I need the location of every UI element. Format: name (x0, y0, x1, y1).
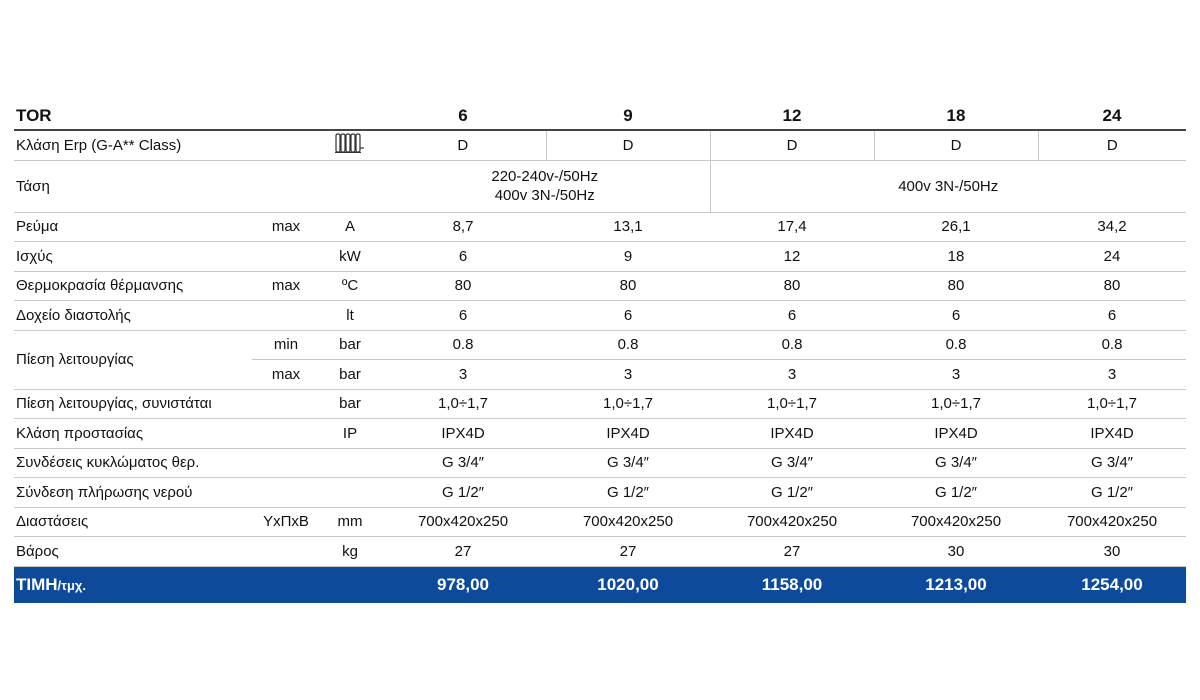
row-qualifier (252, 478, 320, 508)
price-value: 1020,00 (546, 566, 710, 603)
cell-value: IPX4D (380, 419, 546, 449)
row-label: Πίεση λειτουργίας (14, 330, 252, 389)
row-qualifier (252, 301, 320, 331)
pressure-min-row (14, 330, 1186, 360)
cell-value: G 3/4″ (874, 448, 1038, 478)
row-unit: A (320, 212, 380, 242)
price-label-unit: /τμχ. (57, 577, 87, 593)
cell-value: 30 (874, 537, 1038, 567)
cell-value: G 1/2″ (710, 478, 874, 508)
row-unit (320, 448, 380, 478)
cell-value: 6 (380, 242, 546, 272)
cell-value: D (710, 130, 874, 160)
row-qualifier: max (252, 212, 320, 242)
heating-temp-row (14, 271, 1186, 301)
model-header: 6 (380, 103, 546, 130)
row-unit: mm (320, 507, 380, 537)
row-unit: IP (320, 419, 380, 449)
cell-value: G 1/2″ (380, 478, 546, 508)
price-label (14, 566, 252, 603)
cell-value: 26,1 (874, 212, 1038, 242)
voltage-value-group1 (380, 160, 710, 212)
cell-value: 17,4 (710, 212, 874, 242)
cell-value: 0.8 (1038, 330, 1186, 360)
cell-value: 6 (874, 301, 1038, 331)
cell-value: 80 (1038, 271, 1186, 301)
dimensions-row (14, 507, 1186, 537)
row-unit: kg (320, 537, 380, 567)
row-qualifier (252, 537, 320, 567)
cell-value: 9 (546, 242, 710, 272)
cell-value: G 3/4″ (380, 448, 546, 478)
model-header: 24 (1038, 103, 1186, 130)
cell-value: 3 (380, 360, 546, 390)
row-label: Συνδέσεις κυκλώματος θερ. (14, 448, 252, 478)
cell-value: 18 (874, 242, 1038, 272)
cell-value: D (1038, 130, 1186, 160)
cell-value: 3 (546, 360, 710, 390)
weight-row (14, 537, 1186, 567)
row-qualifier: ΥxΠxΒ (252, 507, 320, 537)
cell-value: G 3/4″ (546, 448, 710, 478)
radiator-icon (335, 132, 365, 158)
row-unit: lt (320, 301, 380, 331)
erp-row (14, 130, 1186, 160)
row-qualifier: max (252, 360, 320, 390)
table-title: TOR (14, 103, 252, 130)
cell-value: 13,1 (546, 212, 710, 242)
row-unit (320, 478, 380, 508)
cell-value: 6 (710, 301, 874, 331)
cell-value: 27 (546, 537, 710, 567)
voltage-row (14, 160, 1186, 212)
cell-value: 3 (874, 360, 1038, 390)
row-label: Δοχείο διαστολής (14, 301, 252, 331)
price-label-text: ΤΙΜΗ (16, 574, 58, 594)
cell-value: 34,2 (1038, 212, 1186, 242)
model-header: 9 (546, 103, 710, 130)
voltage-value-group2: 400v 3N-/50Hz (710, 160, 1186, 212)
cell-value: 700x420x250 (1038, 507, 1186, 537)
row-label: Τάση (14, 160, 252, 212)
row-label: Ρεύμα (14, 212, 252, 242)
price-row (14, 566, 1186, 603)
cell-value: 700x420x250 (546, 507, 710, 537)
voltage-line: 400v 3N-/50Hz (494, 187, 595, 204)
cell-value: IPX4D (546, 419, 710, 449)
row-qualifier: min (252, 330, 320, 360)
cell-value: 1,0÷1,7 (380, 389, 546, 419)
model-header: 18 (874, 103, 1038, 130)
cell-value: 700x420x250 (710, 507, 874, 537)
price-value: 978,00 (380, 566, 546, 603)
cell-value: 0.8 (380, 330, 546, 360)
cell-value: G 1/2″ (546, 478, 710, 508)
cell-value: 700x420x250 (874, 507, 1038, 537)
cell-value: G 1/2″ (1038, 478, 1186, 508)
cell-value: 3 (1038, 360, 1186, 390)
cell-value: 27 (380, 537, 546, 567)
circuit-connections-row (14, 448, 1186, 478)
cell-value: 24 (1038, 242, 1186, 272)
cell-value: IPX4D (1038, 419, 1186, 449)
voltage-line: 220-240v-/50Hz (491, 168, 599, 185)
cell-value: 6 (1038, 301, 1186, 331)
row-qualifier (252, 242, 320, 272)
cell-value: 1,0÷1,7 (1038, 389, 1186, 419)
cell-value: 0.8 (710, 330, 874, 360)
price-value: 1254,00 (1038, 566, 1186, 603)
cell-value: 6 (380, 301, 546, 331)
cell-value: 27 (710, 537, 874, 567)
cell-value: G 3/4″ (710, 448, 874, 478)
row-unit: bar (320, 360, 380, 390)
row-label: Βάρος (14, 537, 252, 567)
cell-value: 3 (710, 360, 874, 390)
row-label: Διαστάσεις (14, 507, 252, 537)
cell-value: 80 (380, 271, 546, 301)
cell-value: D (380, 130, 546, 160)
model-header: 12 (710, 103, 874, 130)
price-value: 1213,00 (874, 566, 1038, 603)
pressure-recommended-row (14, 389, 1186, 419)
cell-value: IPX4D (874, 419, 1038, 449)
cell-value: D (874, 130, 1038, 160)
cell-value: G 3/4″ (1038, 448, 1186, 478)
row-qualifier (252, 419, 320, 449)
row-unit: ºC (320, 271, 380, 301)
power-row (14, 242, 1186, 272)
cell-value: 6 (546, 301, 710, 331)
row-qualifier: max (252, 271, 320, 301)
header-spacer (252, 103, 320, 130)
row-label: Πίεση λειτουργίας, συνιστάται (14, 389, 252, 419)
cell-value: 80 (546, 271, 710, 301)
cell-value: 1,0÷1,7 (874, 389, 1038, 419)
header-row (14, 103, 1186, 130)
cell-value: 1,0÷1,7 (546, 389, 710, 419)
row-qualifier (252, 448, 320, 478)
cell-value: 8,7 (380, 212, 546, 242)
cell-value: 0.8 (546, 330, 710, 360)
row-unit: bar (320, 389, 380, 419)
row-label: Ισχύς (14, 242, 252, 272)
cell-value: G 1/2″ (874, 478, 1038, 508)
price-value: 1158,00 (710, 566, 874, 603)
row-label: Σύνδεση πλήρωσης νερού (14, 478, 252, 508)
cell-value: IPX4D (710, 419, 874, 449)
row-label: Κλάση προστασίας (14, 419, 252, 449)
current-row (14, 212, 1186, 242)
fill-connection-row (14, 478, 1186, 508)
cell-value: D (546, 130, 710, 160)
row-label: Θερμοκρασία θέρμανσης (14, 271, 252, 301)
cell-value: 80 (874, 271, 1038, 301)
cell-value: 30 (1038, 537, 1186, 567)
protection-row (14, 419, 1186, 449)
row-qualifier (252, 389, 320, 419)
cell-value: 12 (710, 242, 874, 272)
spec-table (14, 103, 1186, 603)
cell-value: 0.8 (874, 330, 1038, 360)
row-label: Κλάση Erp (G-A** Class) (14, 130, 252, 160)
row-unit: kW (320, 242, 380, 272)
header-spacer (320, 103, 380, 130)
cell-value: 1,0÷1,7 (710, 389, 874, 419)
expansion-tank-row (14, 301, 1186, 331)
cell-value: 700x420x250 (380, 507, 546, 537)
cell-value: 80 (710, 271, 874, 301)
row-unit: bar (320, 330, 380, 360)
